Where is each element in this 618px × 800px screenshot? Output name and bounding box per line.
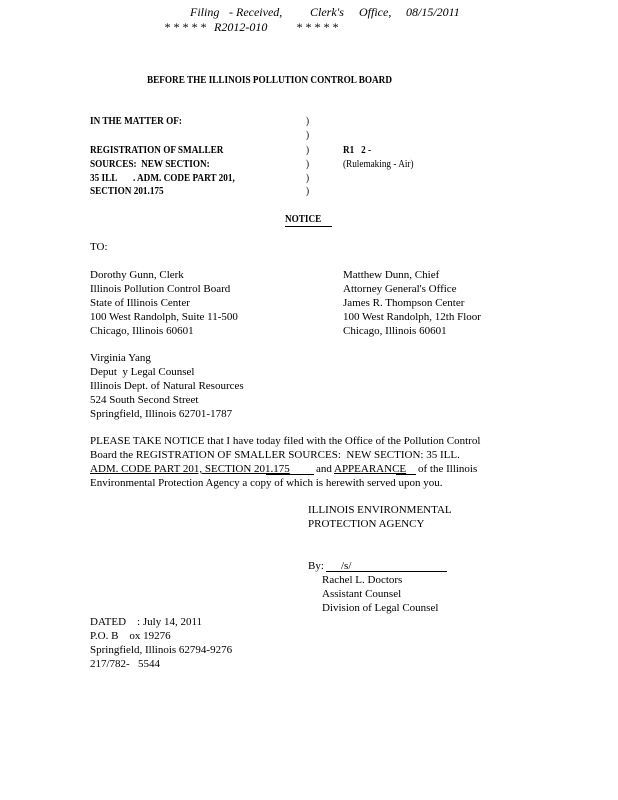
stamp-stars-left: * * * * * bbox=[164, 20, 206, 34]
caption-line: IN THE MATTER OF: bbox=[90, 116, 182, 127]
stamp-clerks: Clerk's bbox=[310, 5, 344, 19]
caption-paren: ) bbox=[306, 173, 310, 184]
caption-paren: ) bbox=[306, 116, 310, 127]
addressee-third-line: Virginia Yang bbox=[90, 352, 151, 364]
addressee-left-line: State of Illinois Center bbox=[90, 297, 190, 309]
stamp-docket: R2012-010 bbox=[214, 20, 268, 34]
signer-title: Assistant Counsel bbox=[322, 588, 402, 600]
body-line: PLEASE TAKE NOTICE that I have today filed with the Office of the Pollution Control bbox=[90, 435, 481, 447]
board-heading: BEFORE THE ILLINOIS POLLUTION CONTROL BOARD bbox=[147, 75, 392, 86]
dated-line: DATED : July 14, 2011 bbox=[90, 616, 203, 628]
addressee-left-line: 100 West Randolph, Suite 11-500 bbox=[90, 311, 238, 323]
addressee-right-line: Chicago, Illinois 60601 bbox=[343, 325, 447, 337]
signature-by: By: bbox=[308, 560, 324, 572]
addressee-right-line: Attorney General's Office bbox=[343, 283, 457, 295]
addressee-right-line: 100 West Randolph, 12th Floor bbox=[343, 311, 481, 323]
city-line: Springfield, Illinois 62794-9276 bbox=[90, 644, 233, 656]
notice-title: NOTICE bbox=[285, 214, 322, 225]
addressee-left-line: Chicago, Illinois 60601 bbox=[90, 325, 194, 337]
po-box-line: P.O. B ox 19276 bbox=[90, 630, 171, 642]
body-document-title: ADM. CODE PART 201, SECTION 201.175 bbox=[90, 463, 290, 475]
addressee-third-line: 524 South Second Street bbox=[90, 394, 199, 406]
body-appearance: APPEARANCE bbox=[334, 463, 407, 475]
body-line: Environmental Protection Agency a copy of which is herewith served upon you. bbox=[90, 477, 443, 489]
phone-line: 217/782- 5544 bbox=[90, 658, 160, 670]
stamp-date: 08/15/2011 bbox=[406, 5, 460, 19]
notice-underline bbox=[285, 226, 332, 227]
signature-mark: /s/ bbox=[341, 560, 352, 572]
body-of-illinois: of the Illinois bbox=[418, 463, 478, 475]
caption-paren: ) bbox=[306, 145, 310, 156]
caption-line: SECTION 201.175 bbox=[90, 186, 164, 197]
caption-paren: ) bbox=[306, 130, 310, 141]
addressee-right-line: Matthew Dunn, Chief bbox=[343, 269, 440, 281]
addressee-right-line: James R. Thompson Center bbox=[343, 297, 465, 309]
signer-division: Division of Legal Counsel bbox=[322, 602, 439, 614]
body-line: Board the REGISTRATION OF SMALLER SOURCES: NEW SECTION: 35 ILL. bbox=[90, 449, 460, 461]
stamp-filing: Filing bbox=[190, 5, 220, 19]
agency-line: PROTECTION AGENCY bbox=[308, 518, 425, 530]
to-label: TO: bbox=[90, 241, 108, 253]
body-blank-line bbox=[266, 474, 314, 475]
caption-line: REGISTRATION OF SMALLER bbox=[90, 145, 224, 156]
case-type: (Rulemaking - Air) bbox=[343, 159, 414, 170]
addressee-third-line: Deput y Legal Counsel bbox=[90, 366, 195, 378]
caption-line: SOURCES: NEW SECTION: bbox=[90, 159, 210, 170]
caption-paren: ) bbox=[306, 186, 310, 197]
addressee-third-line: Illinois Dept. of Natural Resources bbox=[90, 380, 244, 392]
body-blank-line bbox=[396, 474, 416, 475]
caption-paren: ) bbox=[306, 159, 310, 170]
case-number: R1 2 - bbox=[343, 145, 372, 156]
stamp-stars-right: * * * * * bbox=[296, 20, 338, 34]
caption-line: 35 ILL . ADM. CODE PART 201, bbox=[90, 173, 235, 184]
addressee-left-line: Dorothy Gunn, Clerk bbox=[90, 269, 184, 281]
body-and: and bbox=[316, 463, 332, 475]
stamp-received: - Received, bbox=[229, 5, 283, 19]
addressee-third-line: Springfield, Illinois 62701-1787 bbox=[90, 408, 233, 420]
stamp-office: Office, bbox=[359, 5, 392, 19]
signer-name: Rachel L. Doctors bbox=[322, 574, 403, 586]
addressee-left-line: Illinois Pollution Control Board bbox=[90, 283, 231, 295]
agency-line: ILLINOIS ENVIRONMENTAL bbox=[308, 504, 452, 516]
